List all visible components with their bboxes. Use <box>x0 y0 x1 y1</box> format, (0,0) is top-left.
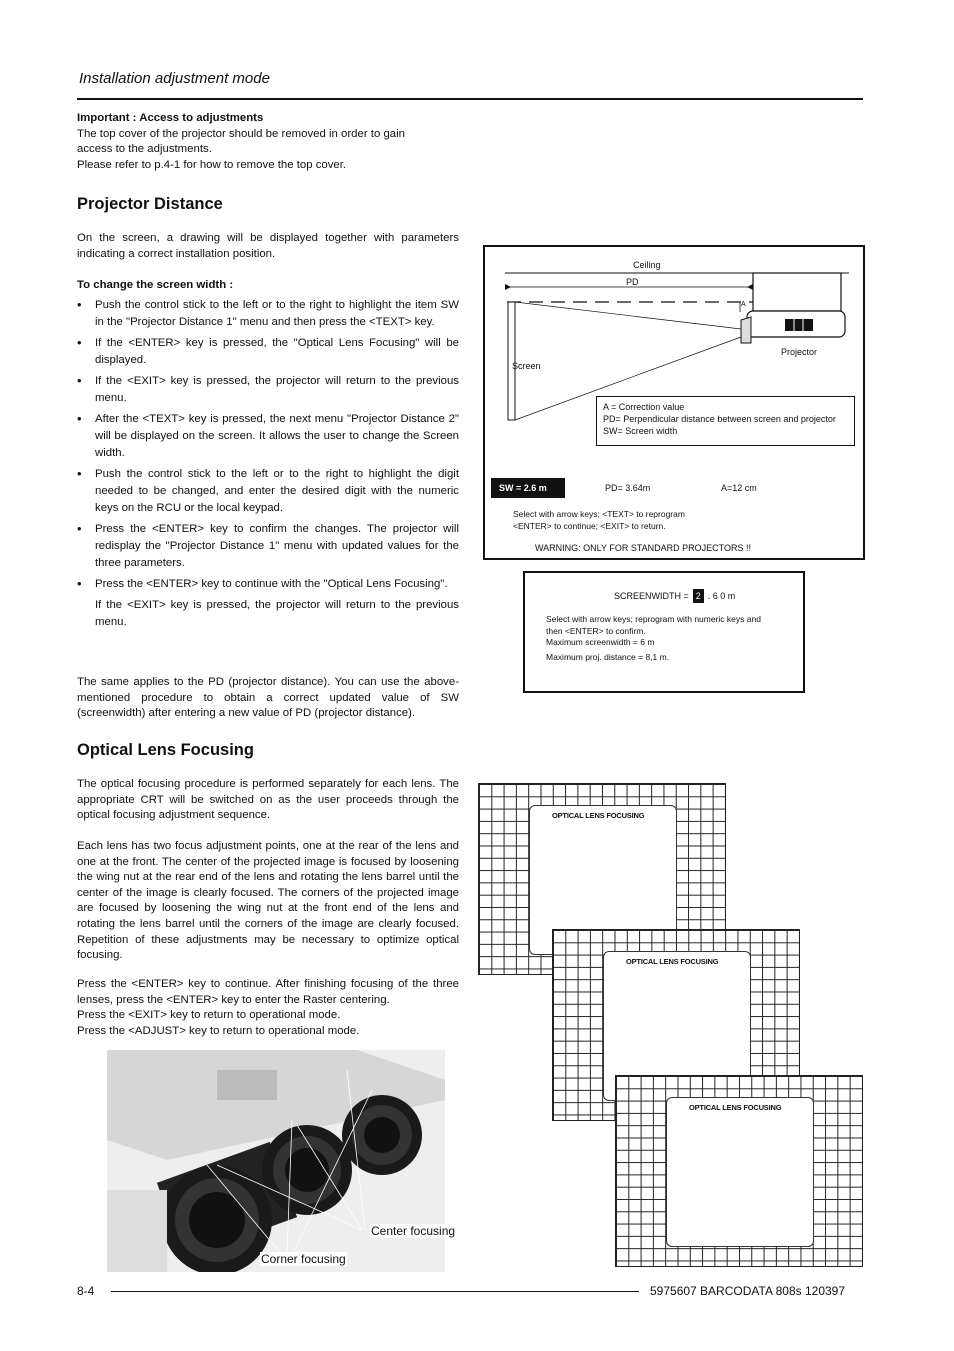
projector-label: Projector <box>781 347 818 357</box>
instruction-line: <ENTER> to continue; <EXIT> to return. <box>513 521 666 531</box>
warning-text: WARNING: ONLY FOR STANDARD PROJECTORS !! <box>535 543 752 553</box>
optical-paragraph-3 <box>77 977 459 1039</box>
ceiling-label: Ceiling <box>633 260 661 270</box>
optical-paragraph-1: The optical focusing procedure is performed separately for each lens. The appropriate CRT will be switched on as the user proceeds through the optical focusing adjustment sequence. <box>77 778 459 822</box>
screenwidth-label: SCREENWIDTH = <box>614 591 689 601</box>
correction-a-label: A <box>741 301 746 308</box>
list-item: • After the <TEXT> key is pressed, the next menu "Projector Distance 2" will be displayed on the screen. It allows the user to change the Screen width. <box>77 411 459 459</box>
screenwidth-instructions <box>546 614 761 663</box>
sw-value-highlight: SW = 2.6 m <box>491 478 565 498</box>
screenwidth-row <box>614 589 735 603</box>
lens-photo <box>107 1050 445 1272</box>
corner-focusing-label: Corner focusing <box>261 1252 346 1266</box>
legend-box <box>596 396 855 446</box>
change-width-subheading: To change the screen width : <box>77 279 234 291</box>
a-value: A=12 cm <box>721 483 757 493</box>
instruction-line: Select with arrow keys; reprogram with numeric keys and <box>546 614 761 624</box>
center-focusing-label: Center focusing <box>371 1224 456 1238</box>
projector-distance-closing: The same applies to the PD (projector distance). You can use the above-mentioned procedure to obtain a correct updated value of SW (screenwidth) after entering a new value of PD (projector distance). <box>77 676 459 720</box>
paragraph-line: Press the <ENTER> key to continue. After finishing focusing of the three lenses, press the <ENTER> key to enter the Raster centering. <box>77 978 459 1006</box>
pd-label: PD <box>626 277 639 287</box>
screen-label: Screen <box>512 361 541 371</box>
list-item: • Press the <ENTER> key to confirm the changes. The projector will redisplay the "Projector Distance 1" menu with updated values for the three parameters. <box>77 521 459 569</box>
projector-distance-diagram <box>483 245 865 560</box>
legend-a: A = Correction value <box>603 402 685 412</box>
instruction-line: Select with arrow keys; <TEXT> to reprogram <box>513 509 685 519</box>
list-item: • If the <ENTER> key is pressed, the "Optical Lens Focusing" will be displayed. <box>77 335 459 366</box>
focus-panel-3 <box>666 1097 814 1247</box>
screenwidth-digits: . 6 0 m <box>707 591 736 601</box>
instruction-list <box>77 297 459 635</box>
optical-paragraph-2: Each lens has two focus adjustment points, one at the rear of the lens and one at the front. The center of the projected image is focused by loosening the wing nut at the rear end of the lens and rotating the lens barrel until the center of the image is clearly focused. The corners of the projected image are focused by loosening the wing nut at the front end of the lens and rotating the lens barrel until the corners of the image are clearly focused. Repetition of these adjustments may be necessary to optimize optical focusing. <box>77 840 459 962</box>
legend-pd: PD= Perpendicular distance between screen and projector <box>603 414 836 424</box>
lens-illustration <box>107 1050 445 1272</box>
focus-grid-screen-3 <box>615 1075 863 1267</box>
lens-barrel-2 <box>262 1125 352 1215</box>
footer-rule <box>111 1291 639 1292</box>
list-item: • Push the control stick to the left or to the right to highlight the item SW in the "Projector Distance 1" menu and then press the <TEXT> key. <box>77 297 459 328</box>
instruction-line: Maximum screenwidth = 6 m <box>546 637 655 647</box>
list-item: • Press the <ENTER> key to continue with the "Optical Lens Focusing". <box>77 576 448 591</box>
paragraph-line: Press the <EXIT> key to return to operational mode. <box>77 1009 341 1022</box>
page-number: 8-4 <box>77 1284 95 1298</box>
selected-digit: 2 <box>693 589 704 603</box>
diagram1-instructions <box>513 508 685 532</box>
important-line-1: The top cover of the projector should be removed in order to gain <box>77 127 405 140</box>
paragraph-line: Press the <ADJUST> key to return to operational mode. <box>77 1024 360 1037</box>
focus-panel-title: OPTICAL LENS FOCUSING <box>689 1103 782 1112</box>
instruction-line: then <ENTER> to confirm. <box>546 625 646 636</box>
focus-panel-title: OPTICAL LENS FOCUSING <box>552 811 645 820</box>
important-line-3: Please refer to p.4-1 for how to remove the top cover. <box>77 158 347 171</box>
focus-panel-title: OPTICAL LENS FOCUSING <box>626 957 719 966</box>
optical-lens-heading: Optical Lens Focusing <box>77 741 254 759</box>
page-header-title: Installation adjustment mode <box>79 70 270 87</box>
important-block <box>77 111 459 173</box>
important-title: Important : Access to adjustments <box>77 112 264 124</box>
instruction-line: Maximum proj. distance = 8,1 m. <box>546 651 670 662</box>
list-item: • If the <EXIT> key is pressed, the projector will return to the previous menu. <box>77 373 459 404</box>
screenwidth-dialog <box>523 571 805 693</box>
document-id: 5975607 BARCODATA 808s 120397 <box>650 1284 846 1298</box>
projector-distance-intro: On the screen, a drawing will be displayed together with parameters indicating a correct installation position. <box>77 232 459 260</box>
list-item-continuation: If the <EXIT> key is pressed, the projector will return to the previous menu. <box>95 599 459 628</box>
pd-value: PD= 3.64m <box>605 483 651 493</box>
list-item: • Push the control stick to the left or to the right to highlight the digit needed to be changed, and enter the desired digit with the numeric keys on the RCU or the local keypad. <box>77 466 459 514</box>
header-rule <box>77 98 863 100</box>
legend-sw: SW= Screen width <box>603 426 678 436</box>
important-line-2: access to the adjustments. <box>77 143 212 156</box>
projector-distance-heading: Projector Distance <box>77 195 223 213</box>
